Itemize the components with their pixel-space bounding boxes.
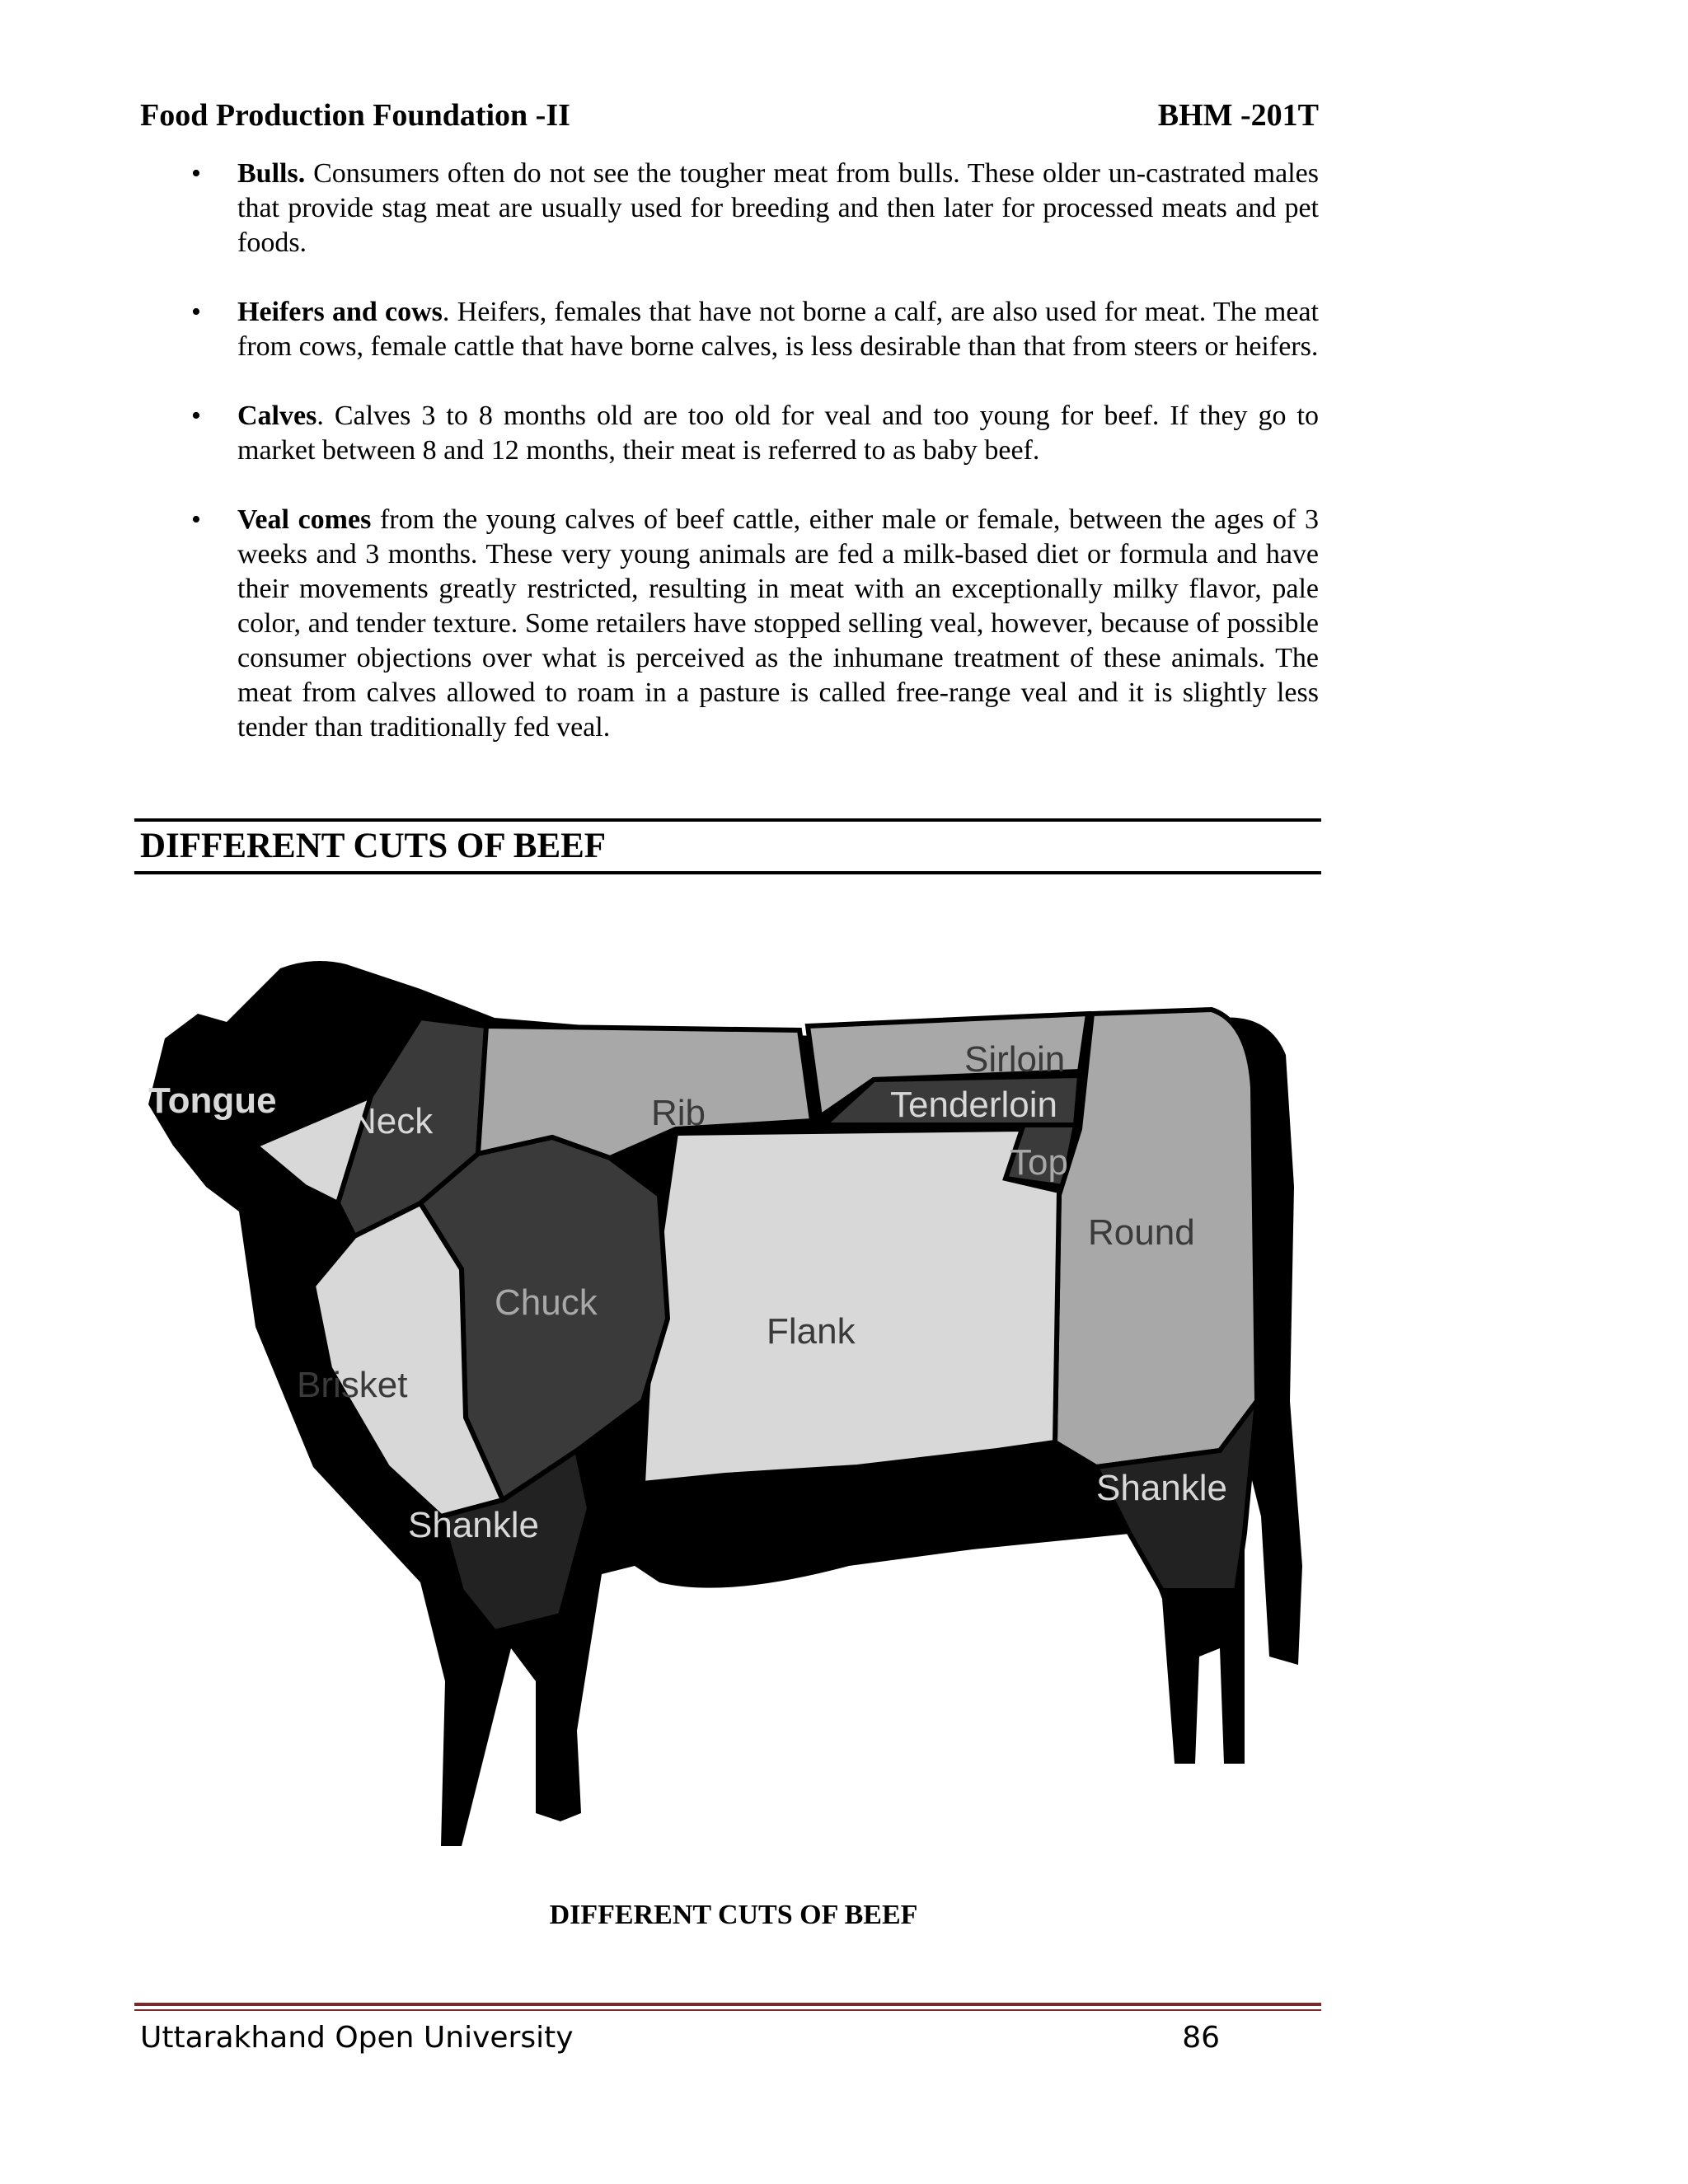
course-code: BHM -201T: [1157, 98, 1319, 133]
page-footer: [140, 2021, 1220, 2055]
bullet-icon: •: [191, 297, 201, 327]
university-name: Uttarakhand Open University: [140, 2021, 574, 2055]
label-tenderloin: Tenderloin: [890, 1085, 1058, 1125]
cow-diagram: [148, 940, 1319, 1879]
label-neck: Neck: [350, 1101, 434, 1141]
page-header: [140, 97, 1319, 134]
label-rib: Rib: [651, 1093, 706, 1133]
cut-flank: [643, 1129, 1059, 1483]
bullet-icon: •: [191, 401, 201, 431]
bullet-item-calves: [140, 399, 1319, 468]
label-sirloin: Sirloin: [964, 1039, 1066, 1080]
label-top: Top: [1010, 1142, 1068, 1183]
page-number: 86: [1182, 2021, 1220, 2055]
bullet-list: [140, 157, 1319, 780]
bullet-text: . Calves 3 to 8 months old are too old for veal and too young for beef. If they go to market between 8 and 12 months, their meat is referred to as baby beef.: [237, 401, 1319, 466]
bullet-text: Consumers often do not see the tougher meat from bulls. These older un-castrated males that provide stag meat are usually used for breeding and then later for processed meats and pet foods.: [237, 158, 1319, 258]
bullet-term: Veal comes: [237, 504, 372, 535]
bullet-item-heifers: [140, 295, 1319, 364]
label-shankle-front: Shankle: [408, 1505, 540, 1545]
bullet-icon: •: [191, 158, 201, 189]
label-flank: Flank: [767, 1311, 856, 1352]
label-round: Round: [1088, 1212, 1195, 1253]
label-shankle-rear: Shankle: [1096, 1468, 1228, 1508]
section-title: DIFFERENT CUTS OF BEEF: [140, 827, 607, 865]
label-tongue: Tongue: [148, 1080, 277, 1121]
bullet-term: Heifers and cows: [237, 297, 443, 327]
figure-caption: DIFFERENT CUTS OF BEEF: [549, 1900, 918, 1930]
bullet-icon: •: [191, 504, 201, 535]
bullet-text: . Heifers, females that have not borne a calf, are also used for meat. The meat from cows, female cattle that have borne calves, is less desirable than that from steers or heifers.: [237, 297, 1319, 362]
bullet-term: Bulls.: [237, 158, 306, 189]
footer-divider: [134, 2003, 1321, 2011]
bullet-text: from the young calves of beef cattle, either male or female, between the ages of 3 weeks and 3 months. These very young animals are fed a milk-based diet or formula and have their movements greatly restricted, resulting in meat with an exceptionally milky flavor, pale color, and tender texture. Some retailers have stopped selling veal, however, because of possible consumer objections over what is perceived as the inhumane treatment of these animals. The meat from calves allowed to roam in a pasture is called free-range veal and it is slightly less tender than traditionally fed veal.: [237, 504, 1319, 743]
beef-cuts-figure: [148, 940, 1319, 1879]
bullet-term: Calves: [237, 401, 317, 431]
bullet-item-bulls: [140, 157, 1319, 260]
bullet-item-veal: [140, 503, 1319, 745]
label-chuck: Chuck: [495, 1282, 598, 1323]
course-title: Food Production Foundation -II: [140, 98, 570, 133]
section-heading: [134, 818, 1321, 874]
label-brisket: Brisket: [297, 1365, 408, 1405]
